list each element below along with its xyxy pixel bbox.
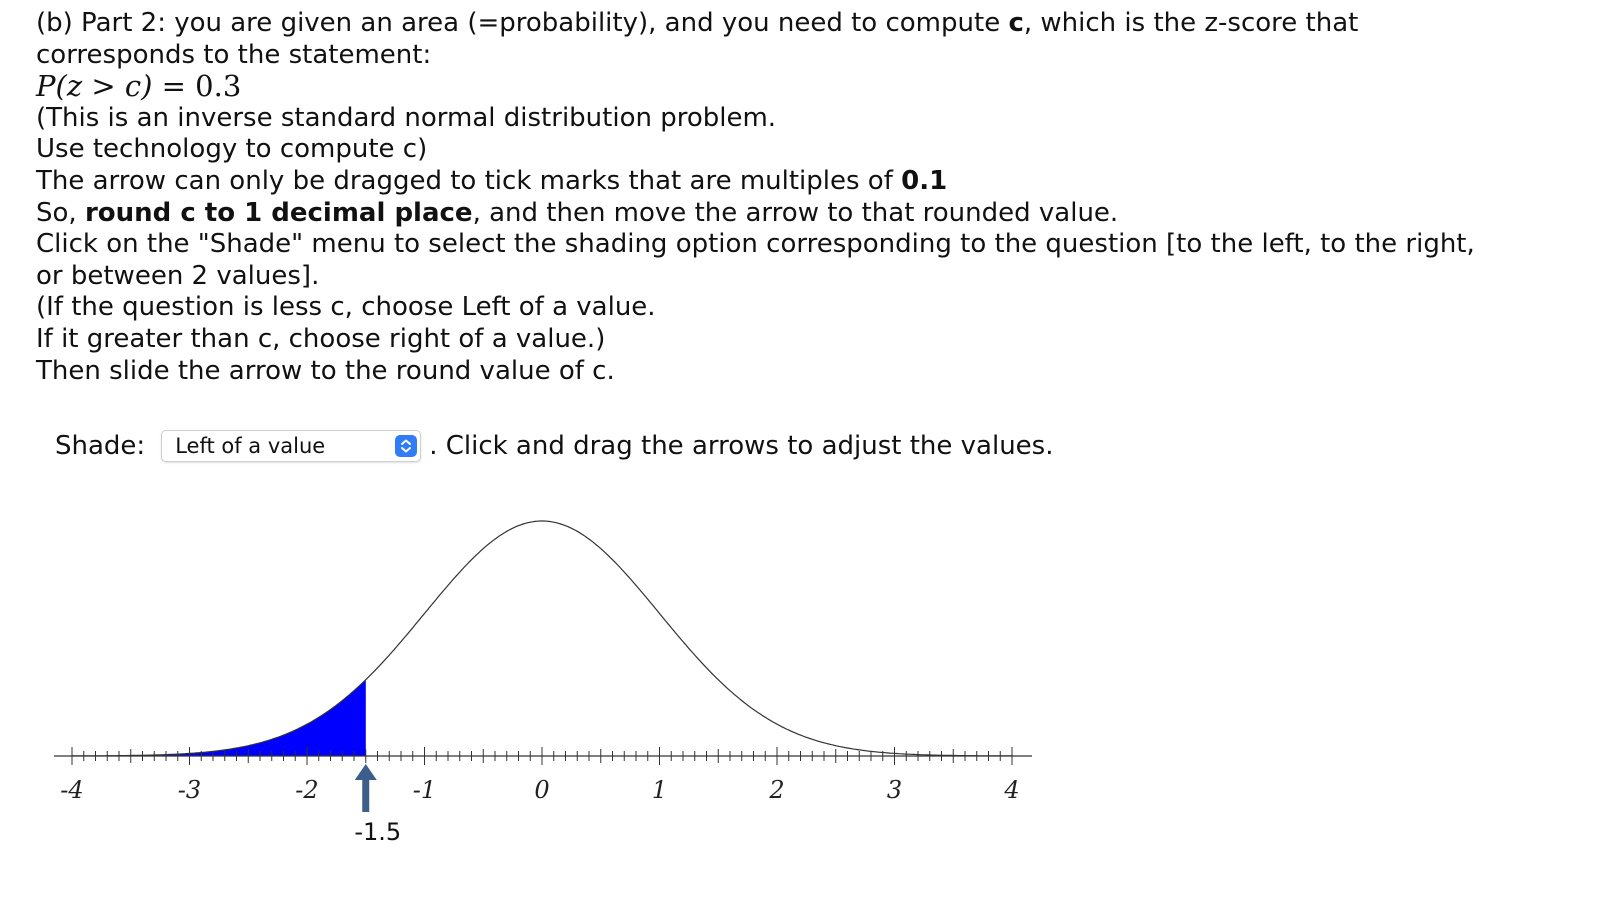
- instruction-line: (If the question is less c, choose Left of a value.: [36, 292, 656, 323]
- normal-distribution-chart: [0, 480, 1100, 860]
- shade-control-row: [55, 428, 1053, 464]
- instruction-line: So, round c to 1 decimal place, and then move the arrow to that rounded value.: [36, 197, 1119, 228]
- shaded-area: [72, 680, 366, 756]
- drag-hint-text: . Click and drag the arrows to adjust the values.: [429, 431, 1054, 461]
- arrow-shaft[interactable]: [362, 778, 369, 812]
- instructions-panel: [36, 8, 1556, 387]
- x-tick-label: 0: [534, 776, 550, 804]
- instruction-line: If it greater than c, choose right of a value.): [36, 323, 606, 354]
- x-tick-label: 4: [1004, 776, 1020, 804]
- arrow-head-icon[interactable]: [355, 764, 377, 780]
- minor-ticks: [72, 747, 1012, 765]
- x-tick-label: 2: [769, 776, 785, 804]
- instruction-line: The arrow can only be dragged to tick marks that are multiples of 0.1: [36, 165, 948, 196]
- x-tick-label: -3: [177, 776, 202, 804]
- probability-formula: P(z > c) = 0.3: [36, 69, 242, 104]
- arrow-value-label: -1.5: [354, 818, 402, 846]
- shade-label: Shade:: [55, 431, 146, 461]
- x-tick-label: -4: [60, 776, 84, 804]
- select-stepper-icon: [395, 435, 417, 457]
- axis-labels: [60, 776, 1019, 804]
- shade-selected-value: Left of a value: [175, 434, 326, 458]
- instruction-line: or between 2 values].: [36, 260, 320, 291]
- instruction-line: (This is an inverse standard normal distribution problem.: [36, 102, 777, 133]
- density-curve: [72, 521, 1012, 756]
- x-tick-label: 1: [651, 776, 668, 804]
- instruction-line: (b) Part 2: you are given an area (=probability), and you need to compute c, which is the z-score that: [36, 8, 1359, 38]
- instruction-line: Then slide the arrow to the round value of c.: [36, 355, 615, 386]
- instruction-line: Click on the "Shade" menu to select the shading option corresponding to the question [to the left, to the right,: [36, 229, 1475, 260]
- x-tick-label: 3: [886, 776, 903, 804]
- x-tick-label: -1: [412, 776, 437, 804]
- instruction-line: corresponds to the statement:: [36, 39, 432, 70]
- shade-select[interactable]: [161, 430, 421, 462]
- value-arrow[interactable]: [355, 764, 377, 812]
- x-tick-label: -2: [295, 776, 319, 804]
- instruction-line: Use technology to compute c): [36, 134, 428, 165]
